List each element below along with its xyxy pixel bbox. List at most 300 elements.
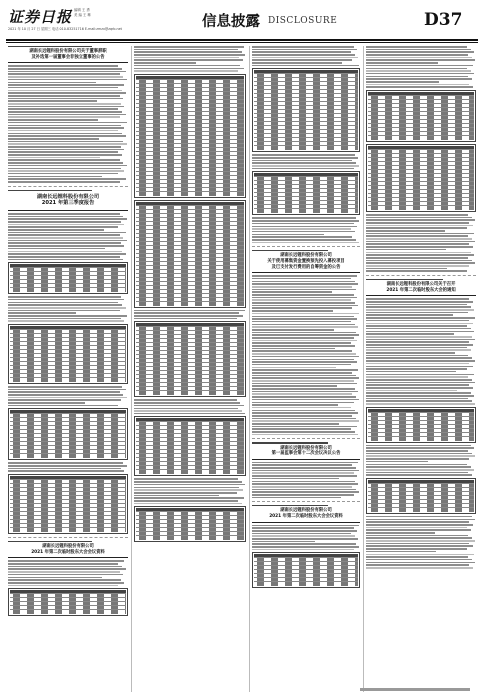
text-line bbox=[252, 318, 357, 320]
text-line bbox=[8, 176, 102, 178]
text-line bbox=[366, 49, 471, 51]
text-line bbox=[252, 364, 351, 366]
table-row bbox=[136, 391, 244, 395]
text-line bbox=[252, 385, 337, 387]
text-line bbox=[8, 159, 120, 161]
text-line bbox=[8, 579, 121, 581]
editor-line: 编辑 王 勇 bbox=[74, 8, 90, 12]
text-line bbox=[366, 225, 473, 227]
table-row bbox=[136, 192, 244, 196]
text-line bbox=[8, 563, 118, 565]
text-line bbox=[252, 497, 341, 499]
data-table bbox=[134, 74, 246, 198]
text-line bbox=[366, 403, 475, 405]
text-line bbox=[8, 79, 127, 81]
data-table bbox=[366, 478, 476, 514]
body-text bbox=[252, 462, 360, 499]
text-line bbox=[134, 70, 238, 72]
text-line bbox=[366, 57, 472, 59]
text-line bbox=[252, 467, 356, 469]
text-line bbox=[252, 418, 356, 420]
text-line bbox=[366, 78, 472, 80]
text-line bbox=[134, 487, 239, 489]
text-line bbox=[8, 87, 118, 89]
data-table bbox=[8, 408, 128, 460]
text-line bbox=[366, 390, 457, 392]
text-line bbox=[8, 143, 127, 145]
data-table bbox=[8, 262, 128, 294]
text-line bbox=[134, 497, 244, 499]
text-line bbox=[252, 470, 359, 472]
text-line bbox=[366, 46, 467, 48]
text-line bbox=[366, 76, 468, 78]
text-line bbox=[366, 235, 468, 237]
text-line bbox=[366, 357, 472, 359]
data-table bbox=[134, 200, 246, 308]
text-line bbox=[252, 236, 352, 238]
body-text bbox=[252, 275, 360, 435]
text-line bbox=[366, 352, 455, 354]
table-row bbox=[254, 209, 358, 213]
text-line bbox=[8, 114, 126, 116]
text-line bbox=[252, 305, 358, 307]
body-text bbox=[252, 525, 360, 551]
text-line bbox=[8, 302, 118, 304]
text-line bbox=[134, 315, 243, 317]
text-line bbox=[252, 399, 359, 401]
table-row bbox=[254, 582, 358, 586]
text-line bbox=[366, 301, 473, 303]
text-line bbox=[8, 221, 121, 223]
text-line bbox=[366, 516, 472, 518]
text-line bbox=[8, 296, 121, 298]
text-line bbox=[366, 238, 472, 240]
body-text bbox=[8, 213, 128, 260]
text-line bbox=[252, 49, 357, 51]
text-line bbox=[252, 472, 354, 474]
text-line bbox=[366, 214, 468, 216]
text-line bbox=[8, 389, 126, 391]
text-line bbox=[134, 59, 243, 61]
text-line bbox=[8, 470, 124, 472]
text-line bbox=[366, 527, 467, 529]
text-line bbox=[134, 495, 219, 497]
text-line bbox=[8, 98, 123, 100]
text-line bbox=[8, 229, 104, 231]
body-text bbox=[8, 560, 128, 586]
body-text bbox=[8, 65, 128, 182]
text-line bbox=[8, 71, 126, 73]
text-line bbox=[366, 333, 454, 335]
text-line bbox=[8, 394, 123, 396]
data-table bbox=[8, 474, 128, 534]
text-line bbox=[366, 398, 468, 400]
text-line bbox=[8, 312, 76, 314]
text-line bbox=[252, 168, 354, 170]
body-text bbox=[134, 478, 246, 504]
text-line bbox=[366, 73, 474, 75]
text-line bbox=[8, 122, 127, 124]
text-line bbox=[8, 106, 124, 108]
text-line bbox=[366, 336, 472, 338]
text-line bbox=[252, 226, 357, 228]
text-line bbox=[252, 165, 359, 167]
notice-title bbox=[252, 253, 360, 270]
text-line bbox=[134, 478, 238, 480]
text-line bbox=[252, 367, 336, 369]
text-line bbox=[252, 316, 354, 318]
table-row bbox=[368, 206, 474, 210]
text-line bbox=[366, 249, 446, 251]
text-line bbox=[366, 556, 468, 558]
text-line bbox=[366, 355, 468, 357]
text-line bbox=[366, 260, 472, 262]
text-line bbox=[366, 545, 473, 547]
text-line bbox=[252, 334, 359, 336]
notice-title-line: 湖南长远锂科股份有限公司 bbox=[36, 193, 100, 200]
text-line bbox=[8, 178, 126, 180]
text-line bbox=[134, 65, 240, 67]
column-4 bbox=[366, 46, 476, 692]
text-line bbox=[366, 519, 475, 521]
text-line bbox=[252, 160, 352, 162]
section-subtitle: DISCLOSURE bbox=[268, 16, 338, 26]
text-line bbox=[8, 116, 120, 118]
text-line bbox=[366, 227, 467, 229]
text-line bbox=[252, 291, 332, 293]
text-line bbox=[366, 379, 472, 381]
text-line bbox=[366, 314, 453, 316]
text-line bbox=[366, 86, 473, 88]
text-line bbox=[8, 111, 122, 113]
text-line bbox=[366, 453, 472, 455]
text-line bbox=[134, 500, 238, 502]
text-line bbox=[366, 309, 474, 311]
text-line bbox=[8, 168, 121, 170]
text-line bbox=[366, 347, 467, 349]
text-line bbox=[252, 228, 351, 230]
notice-title-line: 湖南长远锂科股份有限公司关于召开 bbox=[386, 282, 456, 288]
text-line bbox=[8, 95, 120, 97]
text-line bbox=[252, 275, 357, 277]
text-line bbox=[134, 402, 240, 404]
text-line bbox=[252, 549, 354, 551]
text-line bbox=[366, 400, 472, 402]
text-line bbox=[366, 70, 471, 72]
text-line bbox=[134, 410, 242, 412]
newspaper-logo: 证券日报 bbox=[8, 8, 73, 26]
text-line bbox=[8, 68, 122, 70]
text-line bbox=[366, 243, 469, 245]
text-line bbox=[8, 162, 123, 164]
text-line bbox=[366, 219, 475, 221]
text-line bbox=[366, 252, 471, 254]
text-line bbox=[8, 76, 123, 78]
notice-title-line: 湖南长远锂科股份有限公司 bbox=[280, 253, 332, 259]
text-line bbox=[134, 484, 245, 486]
text-line bbox=[366, 559, 472, 561]
table-row bbox=[10, 528, 126, 532]
text-line bbox=[8, 181, 120, 183]
text-line bbox=[252, 481, 355, 483]
designer-line: 美 编 王 琳 bbox=[74, 13, 91, 17]
data-table bbox=[252, 171, 360, 215]
text-line bbox=[8, 310, 120, 312]
notice-title-line: 湖南长远锂科股份有限公司 bbox=[42, 544, 94, 550]
column-3 bbox=[252, 46, 360, 692]
text-line bbox=[134, 408, 238, 410]
text-line bbox=[8, 173, 118, 175]
text-line bbox=[252, 217, 356, 219]
text-line bbox=[252, 299, 351, 301]
text-line bbox=[134, 51, 242, 53]
table-row bbox=[10, 454, 126, 458]
body-text bbox=[134, 310, 246, 320]
table-row bbox=[10, 288, 126, 292]
text-line bbox=[8, 397, 127, 399]
data-table bbox=[252, 68, 360, 152]
text-line bbox=[366, 51, 474, 53]
text-line bbox=[366, 535, 468, 537]
text-line bbox=[366, 304, 467, 306]
text-line bbox=[8, 574, 123, 576]
body-text bbox=[252, 217, 360, 243]
text-line bbox=[252, 51, 351, 53]
text-line bbox=[8, 84, 124, 86]
text-line bbox=[366, 320, 469, 322]
text-line bbox=[8, 405, 118, 407]
text-line bbox=[134, 413, 245, 415]
text-line bbox=[134, 310, 245, 312]
text-line bbox=[134, 481, 242, 483]
text-line bbox=[366, 540, 475, 542]
masthead-rule bbox=[6, 39, 478, 41]
text-line bbox=[366, 532, 435, 534]
notice-title-line: 2021 年第二次临时股东大会的通知 bbox=[386, 287, 456, 293]
text-line bbox=[8, 571, 120, 573]
text-line bbox=[366, 217, 472, 219]
notice-title-line: 2021 年第二次临时股东大会会议资料 bbox=[269, 514, 343, 520]
data-table bbox=[252, 552, 360, 588]
text-line bbox=[366, 376, 468, 378]
text-line bbox=[366, 458, 469, 460]
text-line bbox=[252, 478, 339, 480]
text-line bbox=[8, 157, 100, 159]
text-line bbox=[8, 100, 97, 102]
text-line bbox=[366, 524, 473, 526]
text-line bbox=[134, 49, 238, 51]
text-line bbox=[8, 259, 123, 261]
notice-title bbox=[252, 508, 360, 519]
text-line bbox=[252, 223, 354, 225]
table-row bbox=[136, 470, 244, 474]
text-line bbox=[366, 268, 447, 270]
text-line bbox=[134, 312, 239, 314]
text-line bbox=[8, 304, 122, 306]
text-line bbox=[252, 407, 351, 409]
text-line bbox=[8, 138, 99, 140]
text-line bbox=[8, 65, 118, 67]
body-text bbox=[366, 214, 476, 272]
column-1 bbox=[8, 46, 128, 692]
text-line bbox=[366, 323, 473, 325]
text-line bbox=[252, 377, 359, 379]
text-line bbox=[366, 371, 456, 373]
text-line bbox=[366, 387, 473, 389]
text-line bbox=[252, 348, 335, 350]
notice-title-line: 2021 年第二次临时股东大会会议资料 bbox=[31, 549, 105, 555]
text-line bbox=[252, 380, 354, 382]
text-line bbox=[366, 306, 471, 308]
text-line bbox=[8, 468, 121, 470]
notice-title bbox=[8, 194, 128, 207]
text-line bbox=[366, 325, 467, 327]
text-line bbox=[252, 59, 352, 61]
text-line bbox=[366, 222, 469, 224]
text-line bbox=[252, 541, 315, 543]
notice-title-line: 关于使用募集资金置换预先投入募投项目 bbox=[267, 259, 345, 264]
text-line bbox=[252, 154, 355, 156]
notice-title bbox=[8, 544, 128, 555]
text-line bbox=[8, 568, 126, 570]
text-line bbox=[134, 46, 244, 48]
text-line bbox=[366, 349, 471, 351]
text-line bbox=[366, 65, 473, 67]
text-line bbox=[366, 521, 469, 523]
text-line bbox=[8, 399, 121, 401]
text-line bbox=[366, 233, 474, 235]
data-table bbox=[8, 324, 128, 384]
text-line bbox=[366, 262, 475, 264]
text-line bbox=[252, 242, 359, 244]
text-line bbox=[134, 492, 237, 494]
body-text bbox=[8, 386, 128, 406]
text-line bbox=[252, 533, 351, 535]
text-line bbox=[252, 340, 357, 342]
text-line bbox=[8, 251, 122, 253]
body-text bbox=[366, 46, 476, 88]
data-table bbox=[134, 506, 246, 542]
text-line bbox=[252, 527, 354, 529]
body-text bbox=[366, 516, 476, 569]
text-line bbox=[366, 564, 469, 566]
footer-line bbox=[360, 688, 470, 691]
text-line bbox=[252, 491, 359, 493]
text-line bbox=[252, 283, 358, 285]
text-line bbox=[366, 54, 468, 56]
text-line bbox=[8, 130, 118, 132]
text-line bbox=[8, 154, 122, 156]
table-row bbox=[136, 302, 244, 306]
text-line bbox=[252, 383, 357, 385]
text-line bbox=[366, 59, 475, 61]
text-line bbox=[252, 359, 354, 361]
text-line bbox=[8, 224, 124, 226]
text-line bbox=[252, 388, 355, 390]
text-line bbox=[134, 399, 237, 401]
text-line bbox=[8, 135, 126, 137]
text-line bbox=[366, 363, 469, 365]
text-line bbox=[8, 462, 123, 464]
text-line bbox=[366, 537, 472, 539]
text-line bbox=[252, 353, 356, 355]
text-line bbox=[252, 543, 356, 545]
text-line bbox=[366, 554, 474, 556]
text-line bbox=[8, 566, 122, 568]
text-line bbox=[252, 434, 358, 436]
text-line bbox=[252, 369, 358, 371]
text-line bbox=[8, 585, 118, 587]
text-line bbox=[366, 562, 475, 564]
text-line bbox=[252, 546, 359, 548]
data-table bbox=[366, 144, 476, 212]
table-row bbox=[10, 610, 126, 614]
text-line bbox=[8, 240, 127, 242]
text-line bbox=[252, 332, 356, 334]
text-line bbox=[252, 410, 355, 412]
text-line bbox=[366, 474, 472, 476]
notice-title bbox=[8, 49, 128, 60]
text-line bbox=[252, 489, 356, 491]
table-row bbox=[10, 378, 126, 382]
notice-title bbox=[252, 446, 360, 457]
text-line bbox=[252, 486, 352, 488]
text-line bbox=[8, 582, 124, 584]
text-line bbox=[252, 356, 359, 358]
text-line bbox=[134, 68, 244, 70]
text-line bbox=[8, 125, 121, 127]
text-line bbox=[8, 307, 126, 309]
text-line bbox=[134, 405, 244, 407]
text-line bbox=[8, 216, 123, 218]
text-line bbox=[252, 431, 355, 433]
text-line bbox=[252, 297, 357, 299]
text-line bbox=[252, 289, 356, 291]
text-line bbox=[252, 62, 342, 64]
text-line bbox=[252, 329, 334, 331]
column-2 bbox=[134, 46, 246, 692]
text-line bbox=[252, 350, 352, 352]
text-line bbox=[252, 54, 355, 56]
text-line bbox=[8, 245, 124, 247]
text-line bbox=[252, 220, 359, 222]
text-line bbox=[8, 315, 127, 317]
notice-title-line: 及补选第一届董事会非独立董事的公告 bbox=[31, 54, 105, 60]
data-table bbox=[134, 416, 246, 476]
text-line bbox=[8, 402, 85, 404]
text-line bbox=[134, 62, 196, 64]
text-line bbox=[252, 234, 324, 236]
text-line bbox=[366, 447, 474, 449]
text-line bbox=[252, 324, 355, 326]
text-line bbox=[366, 339, 475, 341]
text-line bbox=[252, 535, 355, 537]
text-line bbox=[366, 312, 468, 314]
text-line bbox=[252, 530, 357, 532]
body-text bbox=[252, 46, 360, 66]
body-text bbox=[134, 46, 246, 72]
notice-title-line: 及已支付发行费用的自筹资金的公告 bbox=[271, 264, 341, 270]
text-line bbox=[366, 450, 468, 452]
text-line bbox=[252, 162, 356, 164]
text-line bbox=[252, 426, 357, 428]
table-row bbox=[254, 146, 358, 150]
text-line bbox=[252, 464, 352, 466]
text-line bbox=[366, 382, 475, 384]
text-line bbox=[8, 82, 96, 84]
text-line bbox=[8, 577, 102, 579]
masthead-rule-thin bbox=[6, 42, 478, 43]
